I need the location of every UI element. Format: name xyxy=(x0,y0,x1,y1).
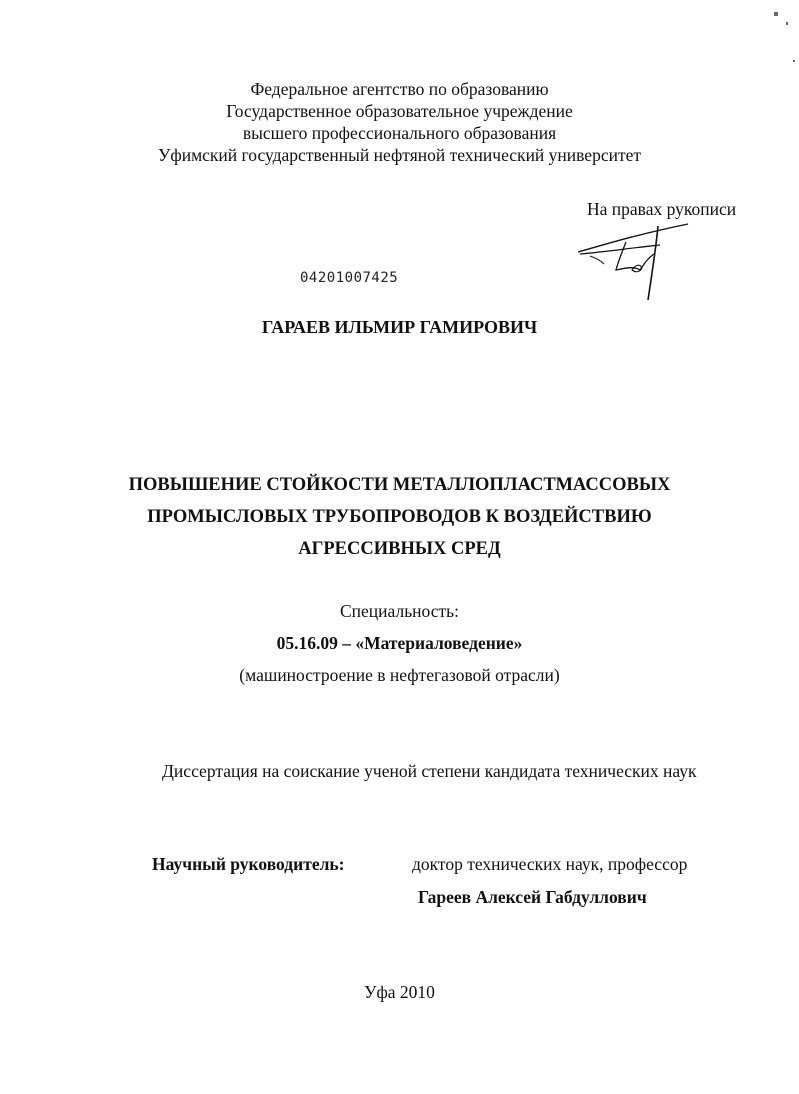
header-line-institution: Государственное образовательное учреждение xyxy=(226,101,573,121)
header-line-agency: Федеральное агентство по образованию xyxy=(250,79,549,99)
header-line-university: Уфимский государственный нефтяной технический университет xyxy=(157,145,642,165)
header-line-education-level: высшего профессионального образования xyxy=(242,123,557,143)
scan-artifact xyxy=(786,22,788,25)
dissertation-type: Диссертация на соискание ученой степени кандидата технических наук xyxy=(162,761,697,781)
registration-number: 04201007425 xyxy=(300,270,399,286)
scan-artifact xyxy=(774,12,778,16)
city-year: Уфа 2010 xyxy=(364,982,435,1002)
title-line-3: АГРЕССИВНЫХ СРЕД xyxy=(298,539,501,559)
specialty-branch: (машиностроение в нефтегазовой отрасли) xyxy=(239,665,560,685)
supervisor-degree: доктор технических наук, профессор xyxy=(412,854,688,874)
specialty-code: 05.16.09 – «Материаловедение» xyxy=(276,633,523,653)
title-line-1: ПОВЫШЕНИЕ СТОЙКОСТИ МЕТАЛЛОПЛАСТМАССОВЫХ xyxy=(128,475,671,495)
scan-artifact xyxy=(793,60,795,62)
rights-note: На правах рукописи xyxy=(587,199,737,219)
supervisor-name: Гареев Алексей Габдуллович xyxy=(418,887,647,907)
title-line-2: ПРОМЫСЛОВЫХ ТРУБОПРОВОДОВ К ВОЗДЕЙСТВИЮ xyxy=(147,507,652,527)
specialty-label: Специальность: xyxy=(340,601,459,621)
signature-mark xyxy=(570,218,690,304)
author-name: ГАРАЕВ ИЛЬМИР ГАМИРОВИЧ xyxy=(261,317,538,337)
supervisor-label: Научный руководитель: xyxy=(152,854,345,874)
